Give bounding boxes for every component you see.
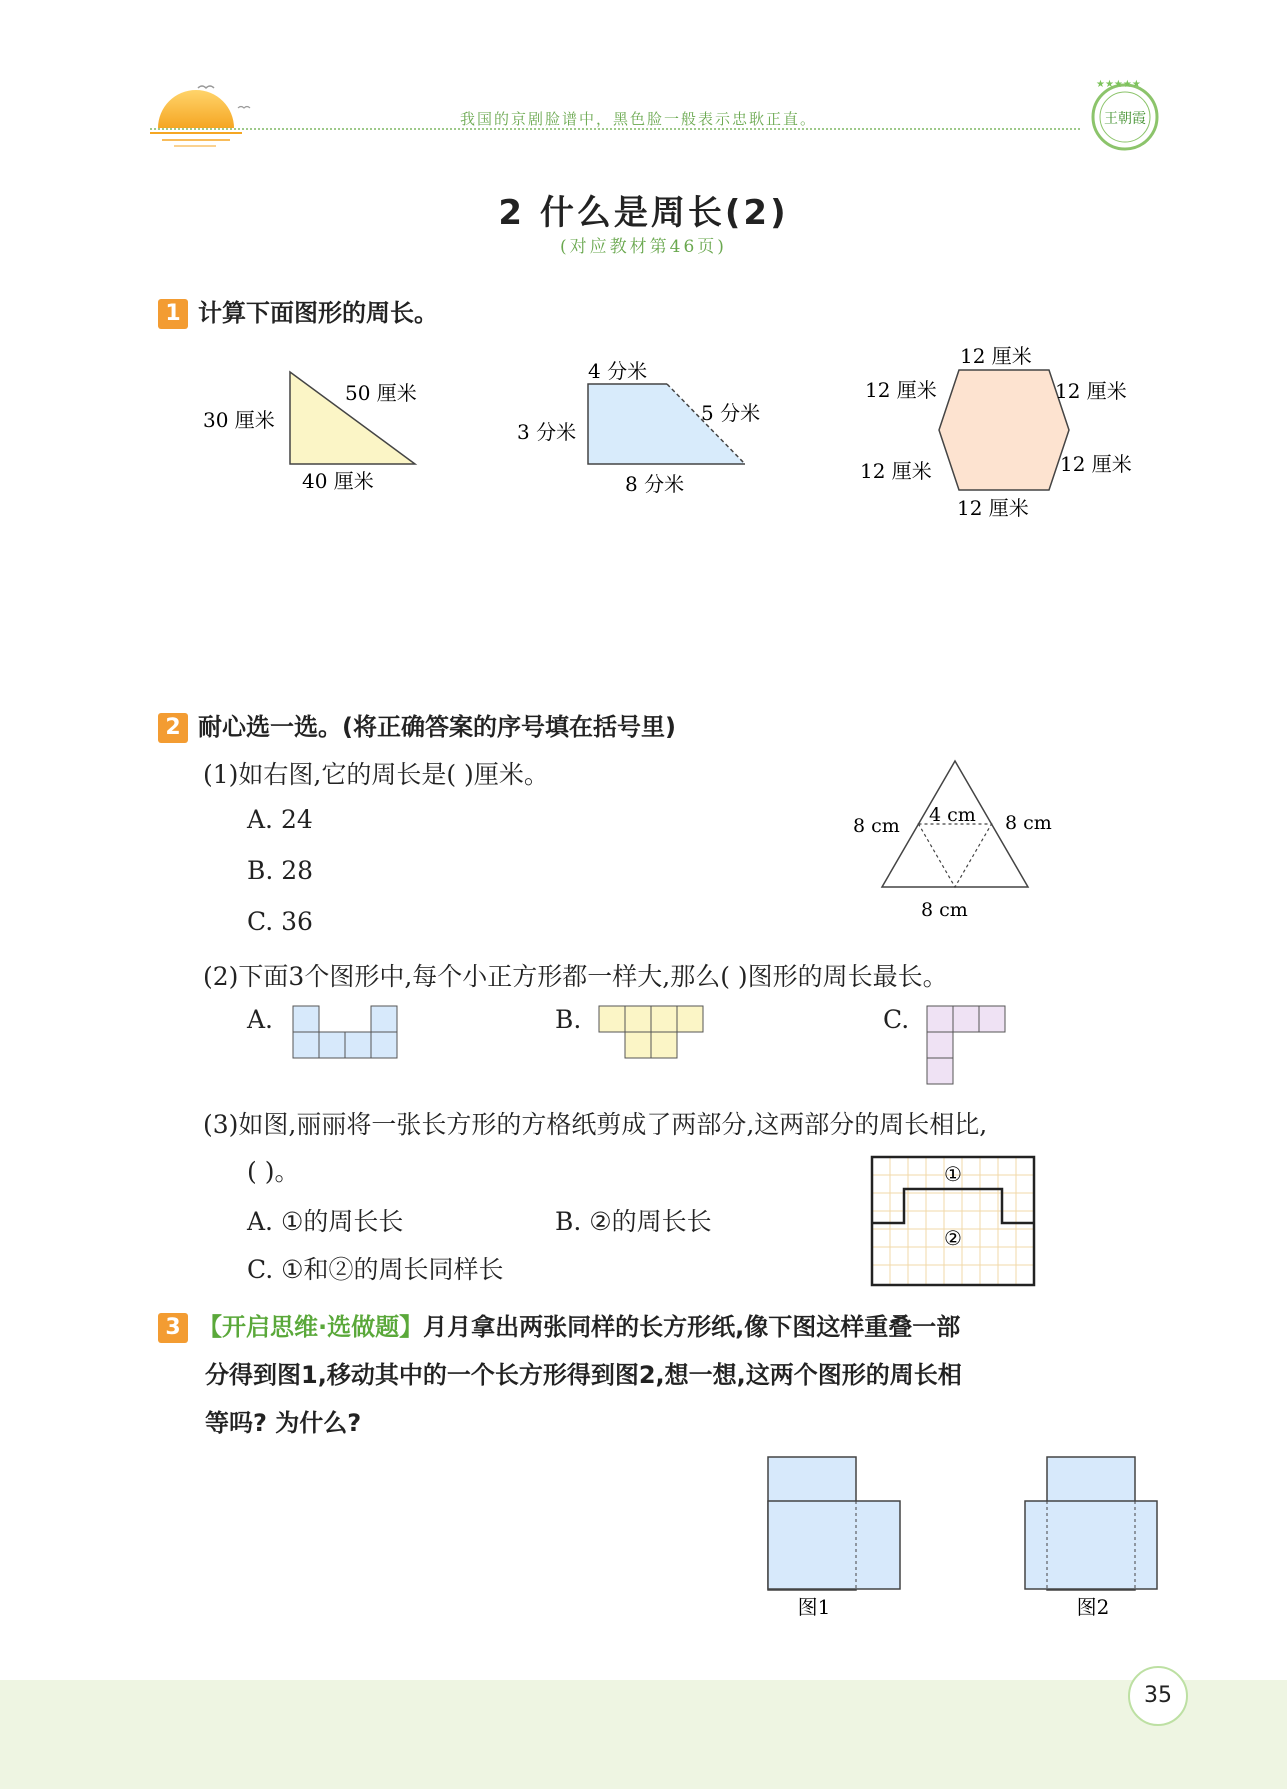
part-1-label: ① [944,1162,962,1186]
page-subtitle: (对应教材第46页) [560,237,727,257]
question-3-line2: 分得到图1,移动其中的一个长方形得到图2,想一想,这两个图形的周长相 [205,1361,962,1389]
q2-p3-option-b: B. ②的周长长 [555,1207,712,1236]
page-number: 35 [1128,1666,1188,1726]
triangle-figure [195,360,445,500]
grid-cut-figure [870,1155,1040,1290]
trapezoid-slant-label: 5 分米 [701,401,761,425]
triangle-bottom-label: 40 厘米 [302,469,374,493]
question-3-heading [158,1303,1168,1447]
q2-p1-option-a: A. 24 [247,805,313,834]
triangle-left-label: 30 厘米 [203,408,275,432]
equilateral-triangle-figure [845,755,1065,925]
overlap-figure-2 [1015,1450,1175,1625]
page-title: 2 什么是周长(2) [498,193,789,233]
tri-inner-label: 4 cm [929,804,976,826]
hexagon-bl-label: 12 厘米 [860,459,932,483]
q2-part3-text: (3)如图,丽丽将一张长方形的方格纸剪成了两部分,这两部分的周长相比, [203,1110,988,1139]
trapezoid-figure [515,360,785,500]
trapezoid-bottom-label: 8 分米 [625,472,685,496]
shape-a-figure [292,1005,402,1065]
q2-p2-option-b: B. [555,1005,582,1034]
q2-p1-option-b: B. 28 [247,856,314,885]
figure-2-caption: 图2 [1076,1595,1110,1619]
question-1-prompt: 计算下面图形的周长。 [198,299,438,327]
q2-part2-text: (2)下面3个图形中,每个小正方形都一样大,那么( )图形的周长最长。 [203,962,948,991]
q2-p1-option-c: C. 36 [247,907,313,936]
q2-part1-text: (1)如右图,它的周长是( )厘米。 [203,760,549,789]
trapezoid-left-label: 3 分米 [517,420,577,444]
question-3-line1: 月月拿出两张同样的长方形纸,像下图这样重叠一部 [423,1313,961,1341]
brand-badge [1085,75,1165,155]
hexagon-br-label: 12 厘米 [1060,452,1132,476]
question-number: 2 [158,713,188,743]
badge-text: 王朝霞 [1104,111,1146,127]
question-2-heading [158,707,676,743]
header-tagline: 我国的京剧脸谱中，黑色脸一般表示忠耿正直。 [460,110,818,128]
q2-p3-option-a: A. ①的周长长 [247,1207,404,1236]
hexagon-top-label: 12 厘米 [960,344,1032,368]
q2-p3-option-c: C. ①和②的周长同样长 [247,1255,504,1284]
tri-right-label: 8 cm [1005,812,1052,834]
shape-b-figure [598,1005,708,1065]
q2-p2-option-a: A. [247,1005,274,1034]
hexagon-figure [855,340,1155,530]
sunset-icon [150,80,260,150]
question-3-line3: 等吗? 为什么? [205,1409,362,1437]
tri-bottom-label: 8 cm [921,899,968,921]
trapezoid-top-label: 4 分米 [588,360,648,383]
triangle-hyp-label: 50 厘米 [345,381,417,405]
hexagon-tr-label: 12 厘米 [1055,379,1127,403]
question-1-heading [158,293,438,329]
overlap-figure-1 [760,1450,910,1625]
hexagon-tl-label: 12 厘米 [865,378,937,402]
footer-band [0,1680,1287,1789]
part-2-label: ② [944,1226,962,1250]
question-number: 3 [158,1313,188,1343]
q2-part3-blank: ( )。 [247,1157,300,1186]
hexagon-bottom-label: 12 厘米 [957,496,1029,520]
tri-left-label: 8 cm [853,815,900,837]
question-3-tag: 【开启思维·选做题】 [198,1313,424,1341]
shape-c-figure [926,1005,1036,1095]
question-2-prompt: 耐心选一选。(将正确答案的序号填在括号里) [198,713,676,741]
svg-text:★★★★★: ★★★★★ [1096,79,1141,90]
figure-1-caption: 图1 [797,1595,831,1619]
question-number: 1 [158,299,188,329]
q2-p2-option-c: C. [883,1005,910,1034]
